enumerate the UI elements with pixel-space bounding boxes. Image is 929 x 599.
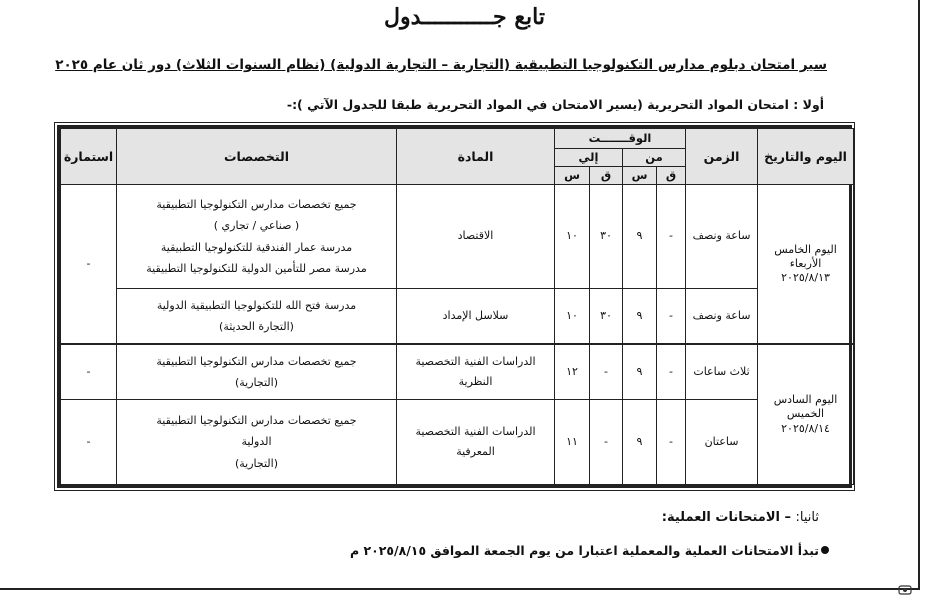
spec-line: مدرسة مصر للتأمين الدولية للتكنولوجيا التطبيقية	[146, 262, 367, 276]
from-minute-cell: -	[657, 185, 686, 289]
header-subject: المادة	[397, 129, 555, 185]
section-intro: أولا : امتحان المواد التحريرية (يسير الامتحان في المواد التحريرية طبقا للجدول الآتي ):-	[286, 97, 824, 112]
duration-cell: ساعة ونصف	[686, 289, 758, 344]
table-row	[61, 185, 854, 289]
from-minute-cell: -	[657, 399, 686, 484]
page-title: تابع جـــــــــــدول	[384, 4, 545, 30]
from-hour-cell: ٩	[623, 344, 657, 399]
practical-exams-start: تبدأ الامتحانات العملية والمعملية اعتبارا من يوم الجمعة الموافق ٢٠٢٥/٨/١٥ م	[350, 543, 819, 558]
to-minute-cell: -	[590, 399, 623, 484]
date: ٢٠٢٥/٨/١٤	[781, 421, 830, 435]
scan-mark-icon	[898, 585, 912, 595]
table-row	[61, 289, 854, 344]
day-name: اليوم السادس	[773, 393, 838, 407]
header-day-date: اليوم والتاريخ	[758, 129, 854, 185]
spec-line: (التجارية)	[234, 375, 279, 389]
subject-cell: سلاسل الإمداد	[397, 289, 555, 344]
from-hour-cell: ٩	[623, 185, 657, 289]
exam-schedule-table	[60, 128, 854, 485]
to-hour-cell: ١٢	[555, 344, 590, 399]
header-to-minute: ق	[590, 167, 623, 185]
to-minute-cell: ٣٠	[590, 185, 623, 289]
table-row	[61, 344, 854, 399]
section2-number: ثانيا:	[795, 510, 819, 525]
header-to-hour: س	[555, 167, 590, 185]
specializations-cell	[117, 344, 397, 399]
duration-cell: ثلاث ساعات	[686, 344, 758, 399]
specializations-cell	[117, 289, 397, 344]
form-cell: -	[61, 185, 117, 345]
header-to: إلي	[555, 149, 623, 167]
spec-line: الدولية	[241, 435, 272, 449]
from-hour-cell: ٩	[623, 289, 657, 344]
to-hour-cell: ١٠	[555, 185, 590, 289]
weekday: الخميس	[786, 407, 825, 421]
day-cell	[758, 185, 854, 345]
header-from-minute: ق	[657, 167, 686, 185]
spec-line: جميع تخصصات مدارس التكنولوجيا التطبيقية	[156, 354, 357, 368]
spec-line: ( صناعي / تجاري )	[213, 219, 300, 233]
table-row	[61, 399, 854, 484]
to-hour-cell: ١٠	[555, 289, 590, 344]
from-minute-cell: -	[657, 344, 686, 399]
to-hour-cell: ١١	[555, 399, 590, 484]
spec-line: (التجارية)	[234, 456, 279, 470]
duration-cell: ساعتان	[686, 399, 758, 484]
header-from-hour: س	[623, 167, 657, 185]
page-subtitle: سير امتحان دبلوم مدارس التكنولوجيا التطبيقية (التجارية – التجارية الدولية) (نظام السنوات الثلاث) دور ثان عام ٢٠٢٥	[55, 57, 827, 73]
duration-cell: ساعة ونصف	[686, 185, 758, 289]
date: ٢٠٢٥/٨/١٣	[781, 271, 830, 285]
spec-line: مدرسة فتح الله للتكنولوجيا التطبيقية الدولية	[156, 298, 357, 312]
header-from: من	[623, 149, 686, 167]
spec-line: مدرسة عمار الفندقية للتكنولوجيا التطبيقية	[160, 240, 353, 254]
section2-title: – الامتحانات العملية:	[661, 510, 791, 525]
weekday: الأربعاء	[789, 256, 822, 270]
subject-cell: الدراسات الفنية التخصصية المعرفية	[397, 399, 555, 484]
day-cell	[758, 344, 854, 484]
spec-line: جميع تخصصات مدارس التكنولوجيا التطبيقية	[156, 197, 357, 211]
to-minute-cell: ٣٠	[590, 289, 623, 344]
day-name: اليوم الخامس	[774, 242, 837, 256]
subject-cell: الدراسات الفنية التخصصية النظرية	[397, 344, 555, 399]
to-minute-cell: -	[590, 344, 623, 399]
specializations-cell	[117, 185, 397, 289]
subject-cell: الاقتصاد	[397, 185, 555, 289]
header-time: الوقـــــــت	[555, 129, 686, 149]
spec-line: (التجارة الحديثة)	[219, 320, 294, 334]
form-cell: -	[61, 344, 117, 399]
bullet-icon	[821, 546, 829, 554]
section2-heading	[662, 510, 819, 525]
from-hour-cell: ٩	[623, 399, 657, 484]
from-minute-cell: -	[657, 289, 686, 344]
header-duration: الزمن	[686, 129, 758, 185]
spec-line: جميع تخصصات مدارس التكنولوجيا التطبيقية	[156, 413, 357, 427]
form-cell: -	[61, 399, 117, 484]
exam-schedule-table-frame	[57, 125, 852, 488]
header-form: استمارة	[61, 129, 117, 185]
specializations-cell	[117, 399, 397, 484]
header-specializations: التخصصات	[117, 129, 397, 185]
